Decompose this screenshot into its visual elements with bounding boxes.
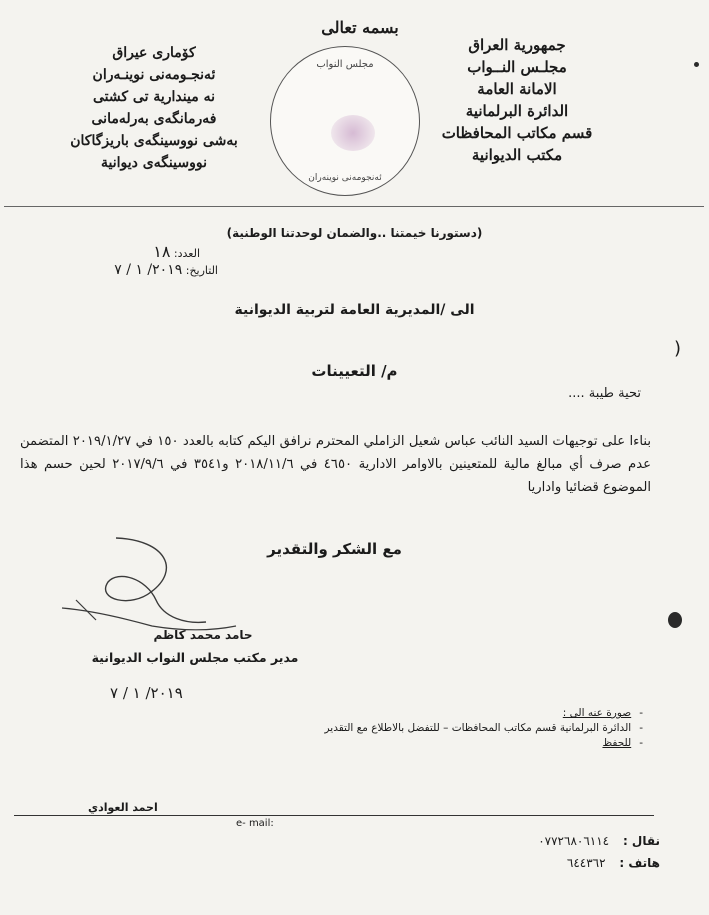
header-line: قسم مكاتب المحافظات <box>441 124 593 142</box>
header-line: جمهورية العراق <box>468 36 566 54</box>
header-line: نه میندارية تی كشتی <box>93 89 215 105</box>
footer-name: احمد العوادي <box>88 801 158 814</box>
scan-speck <box>694 62 699 67</box>
date-label: التاريخ: <box>185 264 218 277</box>
recipient-address: الى /المديرية العامة لتربية الديوانية <box>234 302 475 318</box>
phone-label: هاتف : <box>619 856 660 870</box>
seal-bottom-text: ئەنجومەنی نوینەران <box>308 173 382 183</box>
date-value: ٢٠١٩/ ١ / ٧ <box>114 262 183 278</box>
official-seal <box>270 46 420 196</box>
header-line: الدائرة البرلمانية <box>465 102 569 120</box>
phone-value: ٦٤٤٣٦٢ <box>566 856 606 870</box>
greeting: تحية طيبة .... <box>568 386 641 401</box>
number-label: العدد: <box>173 247 200 260</box>
phone-line <box>500 852 660 874</box>
header-line: نووسینگەی دیوانیة <box>100 155 208 171</box>
margin-mark: ( <box>674 338 682 359</box>
handwritten-signature <box>56 530 256 640</box>
signatory-name: حامد محمد كاظم <box>153 628 253 642</box>
copies-item: -الدائرة البرلمانية قسم مكاتب المحافظات – للتفضل بالاطلاع مع التقدير <box>324 722 643 734</box>
copies-item: -للحفظ <box>602 737 643 749</box>
header-line: ئەنجـومەنی نوینـەران <box>92 67 216 83</box>
mobile-label: نقال : <box>622 834 660 848</box>
reference-number <box>60 242 200 261</box>
header-line: بەشی نووسینگەی باریزگاکان <box>70 133 238 149</box>
signatory-title: مدير مكتب مجلس النواب الديوانية <box>91 650 299 665</box>
footer-divider <box>14 815 654 816</box>
header-line: كۆماری عیراق <box>112 45 196 61</box>
seal-top-text: مجلس النواب <box>316 59 374 70</box>
number-value: ١٨ <box>153 242 171 261</box>
email-label: e- mail: <box>236 818 274 829</box>
basmala: بسمه تعالى <box>321 18 399 37</box>
ink-blot <box>668 612 682 628</box>
letter-subject: م/ التعيينات <box>311 362 398 380</box>
closing-thanks: مع الشكر والتقدير <box>267 540 402 558</box>
motto: (دستورنا خيمتنا ..والضمان لوحدتنا الوطنية) <box>226 226 483 240</box>
header-divider <box>4 206 704 207</box>
seal-ink-smudge <box>331 115 375 151</box>
reference-date <box>18 262 218 278</box>
header-arabic-block <box>417 34 617 166</box>
header-kurdish-block <box>44 42 264 174</box>
header-line: الامانة العامة <box>477 80 557 98</box>
signature-date: ٢٠١٩/ ١ / ٧ <box>110 684 183 702</box>
header-line: فەرمانگەی بەرلەمانی <box>91 111 217 127</box>
copies-to <box>325 706 643 751</box>
contact-block <box>500 830 660 874</box>
letter-body: بناءا على توجيهات السيد النائب عباس شعيل الزاملي المحترم نرافق اليكم كتابه بالعدد ١٥٠ في ٢٠١٩/١/٢٧ المتضمن عدم صرف أي مبالغ مالية للمتعينين بالاوامر الادارية ٤٦٥٠ في ٢٠١٨/١١/٦ و٣٥٤١ في ٢٠١٧/٩/٦ لحين حسم هذا الموضوع قضائيا واداريا <box>20 434 652 495</box>
mobile-line <box>500 830 660 852</box>
copies-heading: -صورة عنه الى : <box>562 707 643 719</box>
mobile-value: ٠٧٧٢٦٨٠٦١١٤ <box>538 834 610 848</box>
header-line: مكتب الديوانية <box>471 146 563 164</box>
header-line: مجلـس النــواب <box>467 58 567 76</box>
